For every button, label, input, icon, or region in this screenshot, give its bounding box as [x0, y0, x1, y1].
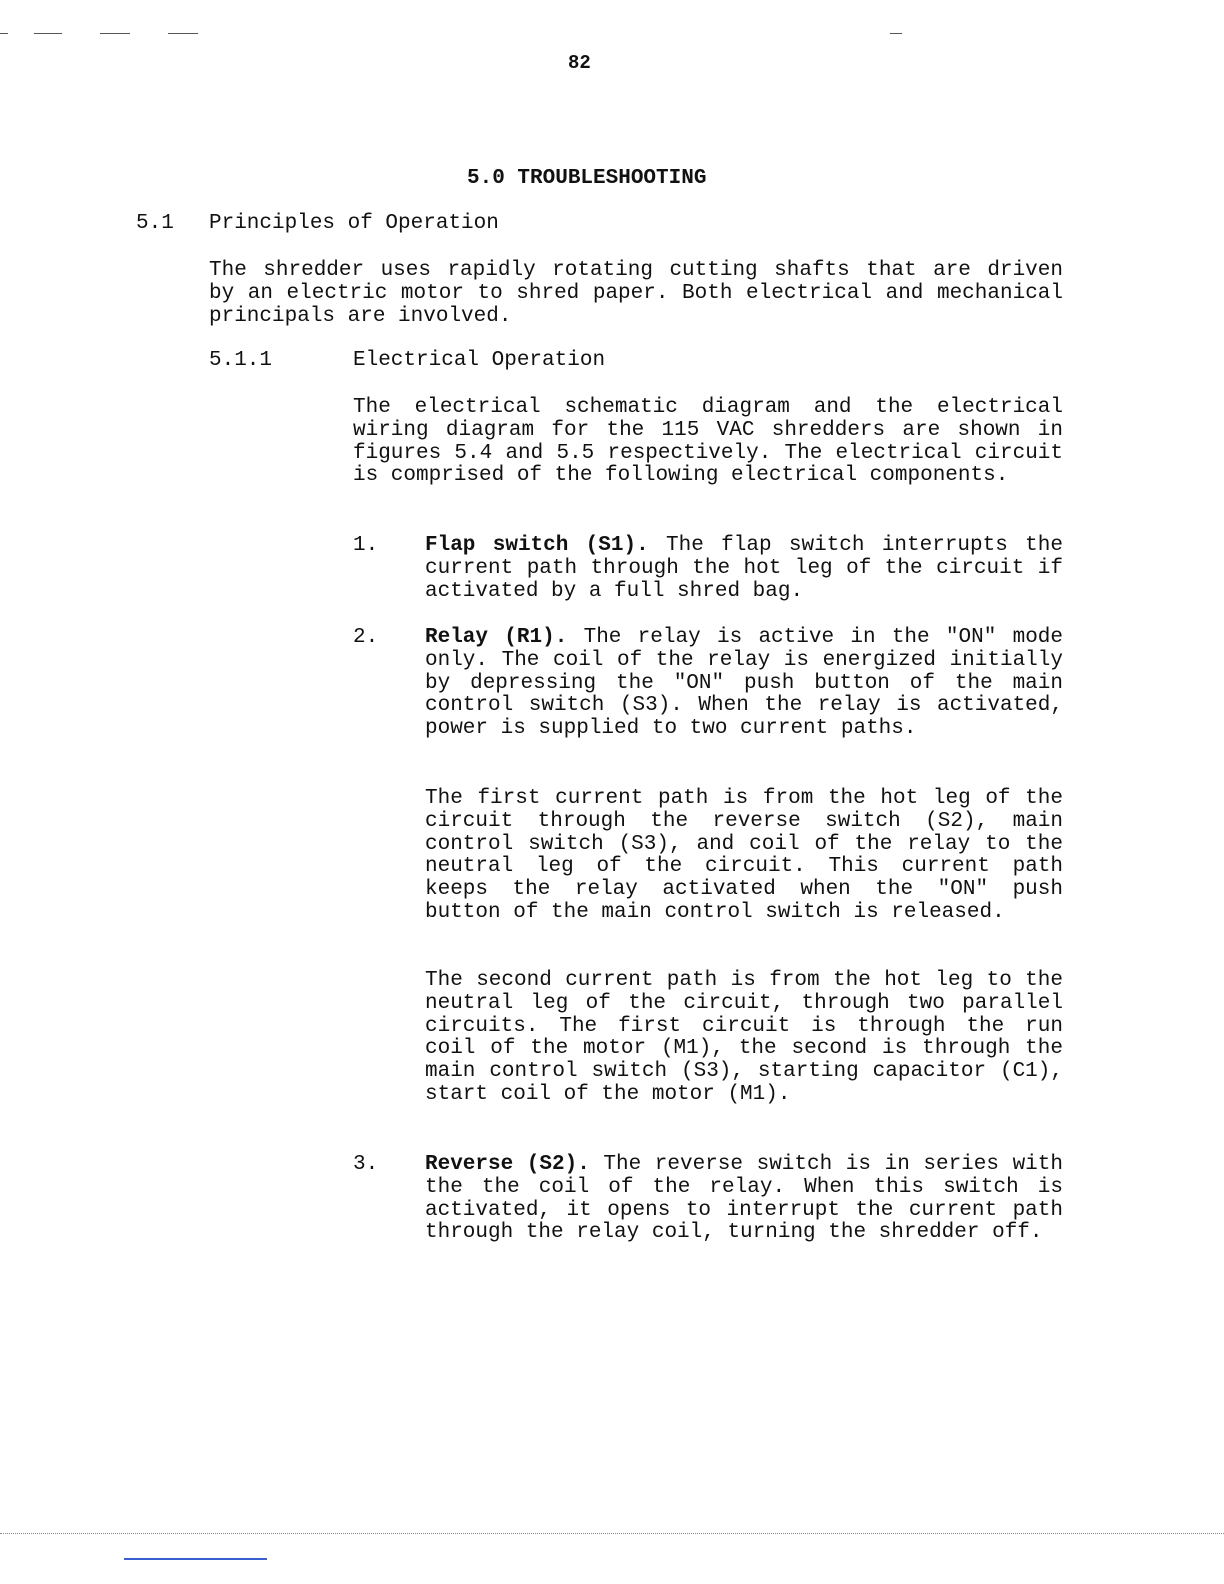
- list-item-label: Reverse (S2).: [425, 1153, 590, 1176]
- scan-mark: [100, 33, 130, 34]
- list-number: 3.: [353, 1153, 379, 1176]
- list-item-paragraph: The second current path is from the hot leg to the neutral leg of the circuit, through two parallel circuits. The first circuit is through the run coil of the motor (M1), the second is through the main control switch (S3), starting capacitor (C1), start coil of the motor (M1).: [425, 969, 1063, 1106]
- list-item-text: The relay is active in the "ON" mode only. The coil of the relay is energized initially by depressing the "ON" push button of the main control switch (S3). When the relay is activated, power is supplied to two current paths.: [425, 626, 1063, 741]
- subsection-number: 5.1.1: [209, 349, 273, 372]
- scan-mark: [168, 33, 198, 34]
- list-item-text: The reverse switch is in series with the the coil of the relay. When this switch is activated, it opens to interrupt the current path through the relay coil, turning the shredder off.: [425, 1153, 1063, 1245]
- page-number: 82: [568, 52, 591, 74]
- page-bottom-divider: [0, 1533, 1224, 1534]
- scan-mark: [0, 33, 8, 34]
- scan-mark: [34, 33, 62, 34]
- scan-edge-mark: [124, 1558, 267, 1560]
- list-item-label: Relay (R1).: [425, 626, 568, 649]
- list-item: [425, 535, 1063, 603]
- list-number: 1.: [353, 534, 379, 557]
- section-heading: Principles of Operation: [209, 212, 499, 235]
- subsection-intro: The electrical schematic diagram and the electrical wiring diagram for the 115 VAC shredders are shown in figures 5.4 and 5.5 respectively. The electrical circuit is comprised of the following electrical components.: [353, 396, 1063, 488]
- list-item: [425, 627, 1063, 741]
- list-item-paragraph: The first current path is from the hot leg of the circuit through the reverse switch (S2), main control switch (S3), and coil of the relay to the neutral leg of the circuit. This current path keeps the relay activated when the "ON" push button of the main control switch is released.: [425, 787, 1063, 924]
- page-title: 5.0 TROUBLESHOOTING: [467, 167, 707, 190]
- list-item: [425, 1154, 1063, 1245]
- scan-mark: [890, 33, 902, 34]
- intro-paragraph: The shredder uses rapidly rotating cutting shafts that are driven by an electric motor to shred paper. Both electrical and mechanical principals are involved.: [209, 259, 1063, 328]
- subsection-heading: Electrical Operation: [353, 349, 606, 372]
- list-item-text: The flap switch interrupts the current path through the hot leg of the circuit if activated by a full shred bag.: [425, 534, 1063, 603]
- list-number: 2.: [353, 626, 379, 649]
- list-item-label: Flap switch (S1).: [425, 534, 649, 557]
- section-number: 5.1: [136, 212, 174, 235]
